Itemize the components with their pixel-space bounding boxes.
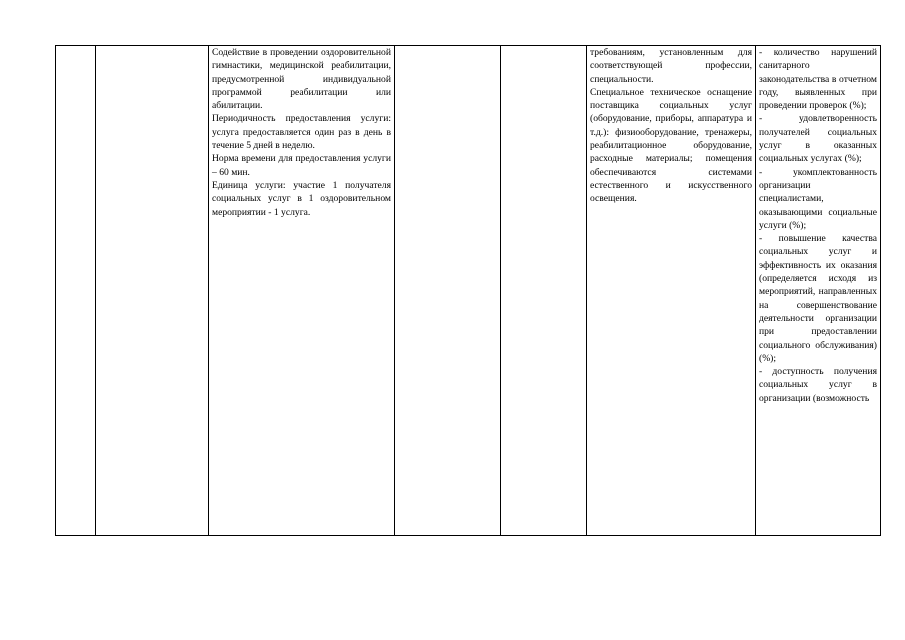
indicator-item: - доступность получения социальных услуг в организации (возможность xyxy=(759,366,877,404)
table-row xyxy=(56,46,881,536)
cell-column-5 xyxy=(501,46,587,536)
indicator-item: - укомплектованность организации специалистами, оказывающими социальные услуги (%); xyxy=(759,166,877,231)
description-paragraph: Норма времени для предоставления услуги – 60 мин. xyxy=(212,153,391,178)
indicator-item: - количество нарушений санитарного законодательства в отчетном году, выявленных при проведении проверок (%); xyxy=(759,47,877,112)
cell-column-4 xyxy=(395,46,501,536)
description-paragraph: Содействие в проведении оздоровительной гимнастики, медицинской реабилитации, предусмотренной индивидуальной программой реабилитации или абилитации. xyxy=(212,47,391,112)
cell-service-name xyxy=(96,46,209,536)
cell-service-conditions xyxy=(587,46,756,536)
conditions-paragraph: требованиям, установленным для соответствующей профессии, специальности. xyxy=(590,47,752,85)
conditions-paragraph: Специальное техническое оснащение поставщика социальных услуг (оборудование, приборы, аппаратура и т.д.): физиооборудование, тренажеры, реабилитационное оборудование, расходные материалы; помещения обеспечиваются системами естественного и искусственного освещения. xyxy=(590,86,752,205)
cell-quality-indicators xyxy=(756,46,881,536)
description-paragraph: Периодичность предоставления услуги: услуга предоставляется один раз в день в течение 5 дней в неделю. xyxy=(212,113,391,152)
cell-number xyxy=(56,46,96,536)
description-paragraph: Единица услуги: участие 1 получателя социальных услуг в 1 оздоровительном мероприятии - 1 услуга. xyxy=(212,179,391,218)
services-table xyxy=(55,45,881,536)
cell-service-description xyxy=(209,46,395,536)
indicator-item: - повышение качества социальных услуг и эффективность их оказания (определяется исходя из мероприятий, направленных на совершенствование деятельности организации при предоставлении социального обслуживания) (%); xyxy=(759,233,877,364)
indicator-item: - удовлетворенность получателей социальных услуг в оказанных социальных услугах (%); xyxy=(759,113,877,165)
